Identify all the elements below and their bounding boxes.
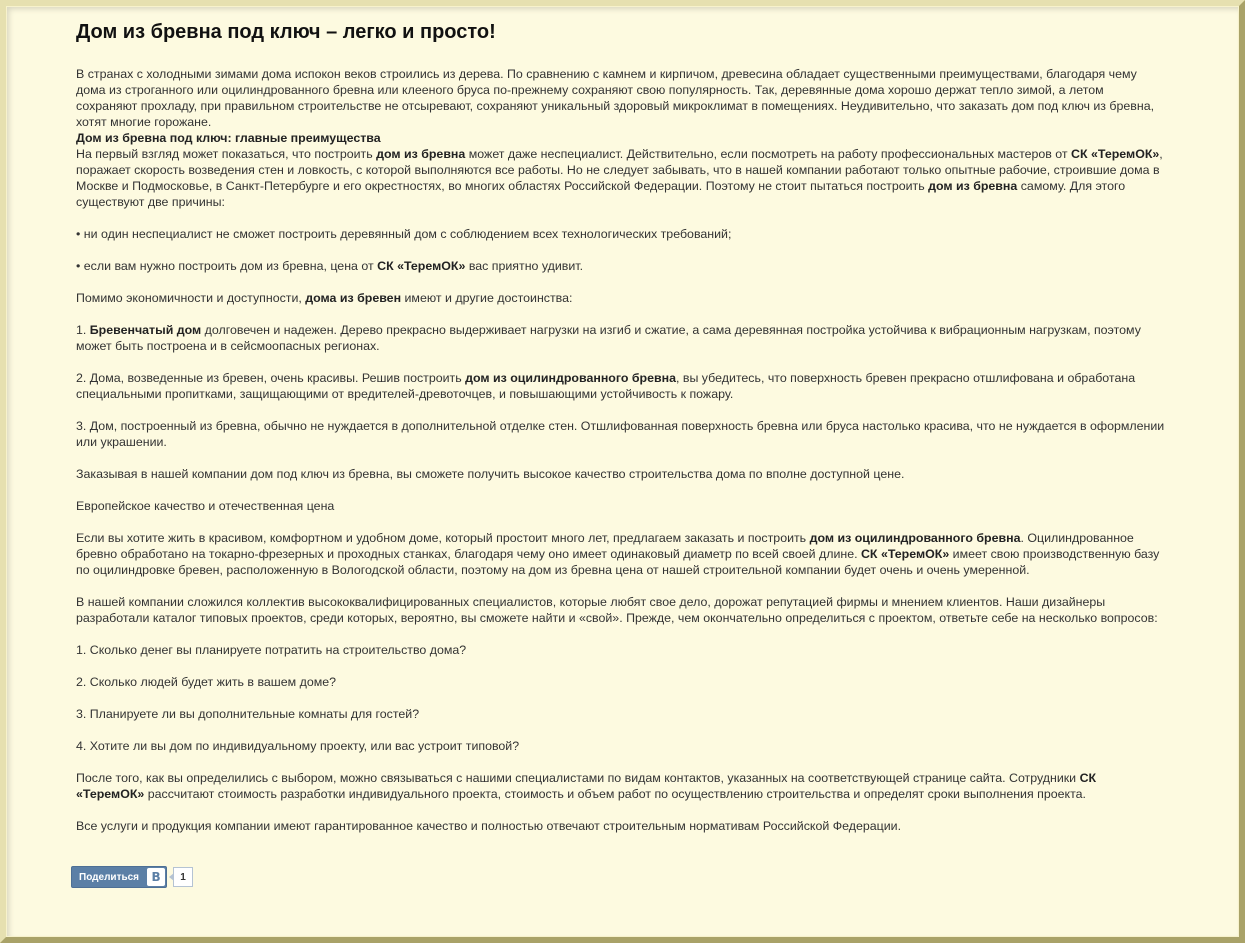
list-item-2 — [76, 370, 1166, 402]
bold-span: СК «ТеремОК» — [860, 547, 950, 561]
bold-span: СК «ТеремОК» — [1071, 147, 1160, 161]
text-span: вас приятно удивит. — [465, 259, 584, 273]
share-label: Поделиться — [79, 871, 140, 883]
text-span: , поражает скорость возведения стен и ловкость, с которой выполняются все работы. Но не следует забывать, что в нашей компании работают только опытные рабочие, строившие дома в Москве и Подмосковье, в Санкт-Петербурге и его окрестностях, во многих областях Российской Федерации. Поэтому не стоит пытаться построить — [76, 147, 1163, 193]
page-title: Дом из бревна под ключ – легко и просто! — [76, 21, 496, 43]
vk-share-button[interactable] — [71, 866, 167, 888]
bold-span: дом из бревна — [376, 147, 466, 161]
bold-span: Бревенчатый дом — [89, 323, 202, 337]
bullet-item-1: • ни один неспециалист не сможет построить деревянный дом с соблюдением всех технологических требований; — [76, 227, 732, 241]
bold-span: дом из оцилиндрованного бревна — [465, 371, 676, 385]
text-span: • если вам нужно построить дом из бревна, цена от — [76, 259, 378, 273]
bold-span: дом из бревна — [928, 179, 1018, 193]
text-span: . Оцилиндрованное бревно обработано на токарно-фрезерных и проходных станках, благодаря чему оно имеет одинаковый диаметр по всей своей длине. — [76, 531, 1134, 561]
paragraph-contacts — [76, 770, 1166, 802]
article — [76, 20, 1166, 834]
question-2: 2. Сколько людей будет жить в вашем доме? — [76, 675, 337, 689]
paragraph-advantages — [76, 146, 1166, 210]
text-span: На первый взгляд может показаться, что построить — [76, 147, 377, 161]
text-span: После того, как вы определились с выбором, можно связываться с нашими специалистами по видам контактов, указанных на соответствующей странице сайта. Сотрудники — [76, 771, 1080, 785]
bullet-item-2 — [76, 258, 1166, 274]
paragraph-team: В нашей компании сложился коллектив высококвалифицированных специалистов, которые любят свое дело, дорожат репутацией фирмы и мнением клиентов. Наши дизайнеры разработали каталог типовых проектов, среди которых, вероятно, вы сможете найти и «свой». Прежде, чем окончательно определиться с проектом, ответьте себе на несколько вопросов: — [76, 595, 1158, 625]
text-span: имеют и другие достоинства: — [401, 291, 573, 305]
section-heading — [76, 130, 1166, 146]
paragraph-european-quality: Европейское качество и отечественная цена — [76, 499, 335, 513]
paragraph-order: Заказывая в нашей компании дом под ключ из бревна, вы сможете получить высокое качество строительства дома по вполне доступной цене. — [76, 467, 905, 481]
bold-span: СК «ТеремОК» — [377, 259, 466, 273]
vk-icon: В — [147, 868, 165, 886]
question-1: 1. Сколько денег вы планируете потратить на строительство дома? — [76, 643, 467, 657]
question-4: 4. Хотите ли вы дом по индивидуальному проекту, или вас устроит типовой? — [76, 739, 520, 753]
text-span: Помимо экономичности и доступности, — [76, 291, 306, 305]
vk-share-widget — [71, 866, 193, 888]
text-span: может даже неспециалист. Действительно, если посмотреть на работу профессиональных мастеров от — [465, 147, 1072, 161]
text-span: рассчитают стоимость разработки индивидуального проекта, стоимость и объем работ по осуществлению строительства и определят сроки выполнения проекта. — [144, 787, 1086, 801]
list-item-1 — [76, 322, 1166, 354]
text-span: 1. — [76, 323, 90, 337]
bold-span: дома из бревен — [305, 291, 402, 305]
paragraph-benefits — [76, 290, 1166, 306]
paragraph-cylindered-log — [76, 530, 1166, 578]
text-span: самому. Для этого существуют две причины: — [76, 179, 1126, 209]
section-heading-text: Дом из бревна под ключ: главные преимущества — [76, 131, 381, 145]
question-3: 3. Планируете ли вы дополнительные комнаты для гостей? — [76, 707, 420, 721]
text-span: имеет свою производственную базу по оцилиндровке бревен, расположенную в Вологодской области, поэтому на дом из бревна цена от нашей строительной компании будет очень и очень умеренной. — [76, 547, 1160, 577]
paragraph-guarantee: Все услуги и продукция компании имеют гарантированное качество и полностью отвечают строительным нормативам Российской Федерации. — [76, 819, 902, 833]
text-span: Если вы хотите жить в красивом, комфортном и удобном доме, который простоит много лет, предлагаем заказать и построить — [76, 531, 810, 545]
text-span: 2. Дома, возведенные из бревен, очень красивы. Решив построить — [76, 371, 466, 385]
intro-paragraph: В странах с холодными зимами дома испокон веков строились из дерева. По сравнению с камнем и кирпичом, древесина обладает существенными преимуществами, благодаря чему дома из строганного или оцилиндрованного бревна или клееного бруса по-прежнему сохраняют свою популярность. Так, деревянные дома хорошо держат тепло зимой, а летом сохраняют прохладу, при правильном строительстве не отсыревают, сохраняют уникальный здоровый микроклимат в помещениях. Неудивительно, что заказать дом под ключ из бревна, хотят многие горожане. — [76, 67, 1155, 129]
text-span: долговечен и надежен. Дерево прекрасно выдерживает нагрузки на изгиб и сжатие, а сама деревянная постройка устойчива к вибрационным нагрузкам, поэтому может быть построена и в сейсмоопасных регионах. — [76, 323, 1141, 353]
bold-span: дом из оцилиндрованного бревна — [809, 531, 1021, 545]
share-count: 1 — [173, 867, 193, 887]
text-span: , вы убедитесь, что поверхность бревен прекрасно отшлифована и обработана специальными пропитками, защищающими от вредителей-древоточцев, и повышающими устойчивость к пожару. — [76, 371, 1136, 401]
list-item-3: 3. Дом, построенный из бревна, обычно не нуждается в дополнительной отделке стен. Отшлифованная поверхность бревна или бруса настолько красива, что не нуждается в оформлении или украшении. — [76, 419, 1165, 449]
bold-span: СК «ТеремОК» — [76, 771, 1097, 801]
